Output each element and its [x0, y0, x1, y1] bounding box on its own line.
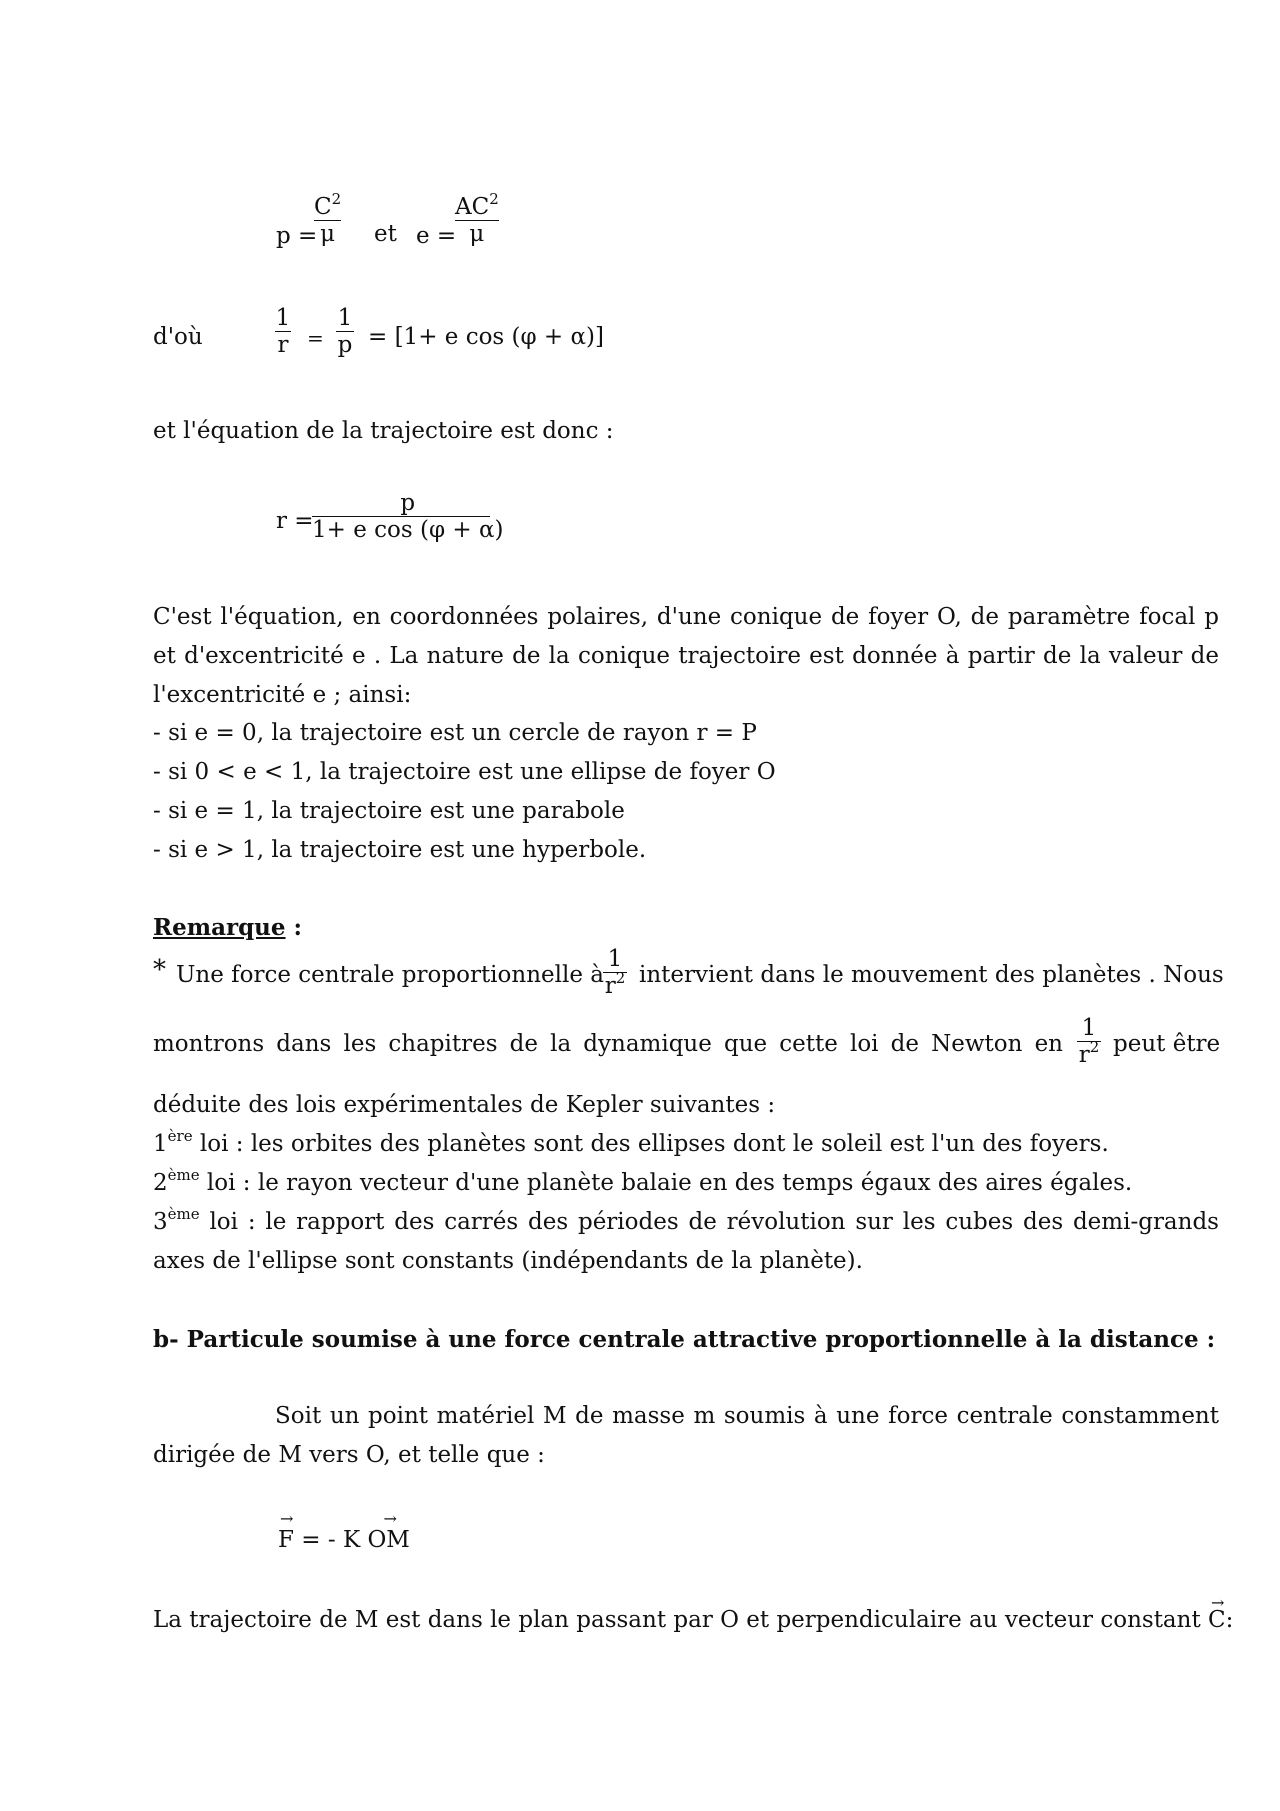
- section-b-paragraph: Soit un point matériel M de masse m soumis à une force centrale constamment dirigée de M vers O, et telle que :: [153, 1403, 1219, 1468]
- list-item: - si e = 0, la trajectoire est un cercle de rayon r = P: [153, 720, 757, 746]
- p-fraction: $C^2$ μ: [314, 190, 342, 247]
- section-b-title: b- Particule soumise à une force centrale attractive proportionnelle à la distance :: [153, 1326, 1216, 1353]
- e-fraction: $AC^2$ μ: [455, 190, 499, 247]
- intro-trajectory: et l'équation de la trajectoire est donc :: [153, 418, 614, 444]
- kepler-law: 1ère loi : les orbites des planètes sont des ellipses dont le soleil est l'un des foyers.: [153, 1127, 1109, 1157]
- one-over-p: 1 p: [337, 305, 353, 358]
- remarque-line1-b: intervient dans le mouvement des planètes . Nous: [639, 962, 1224, 988]
- remarque-line2-b: peut être: [1113, 1031, 1221, 1057]
- one-over-r2: 1 $r^2$: [604, 946, 626, 999]
- list-item: - si e > 1, la trajectoire est une hyperbole.: [153, 837, 647, 863]
- one-over-r: 1 r: [275, 305, 291, 358]
- r-fraction: p 1+ e cos (φ + α): [312, 490, 504, 543]
- et-word: et: [374, 221, 397, 247]
- kepler-law: 2ème loi : le rayon vecteur d'une planète balaie en des temps égaux des aires égales.: [153, 1166, 1133, 1196]
- remarque-line2-a: montrons dans les chapitres de la dynamique que cette loi de Newton en: [153, 1031, 1063, 1057]
- p-lhs: p =: [276, 223, 318, 249]
- remarque-line3: déduite des lois expérimentales de Kepler suivantes :: [153, 1092, 776, 1118]
- list-item: - si e = 1, la trajectoire est une parabole: [153, 798, 625, 824]
- remarque-heading: Remarque :: [153, 914, 303, 941]
- dou-word: d'où: [153, 324, 203, 350]
- formula-F: → F = - K → OM: [278, 1509, 410, 1553]
- r-lhs: r =: [276, 508, 314, 534]
- equals-sign: =: [307, 326, 324, 350]
- section-b-last-line: La trajectoire de M est dans le plan passant par O et perpendiculaire au vecteur constant → C:: [153, 1593, 1234, 1633]
- star-bullet: *: [153, 955, 166, 985]
- one-over-r2: 1 $r^2$: [1078, 1015, 1100, 1068]
- remarque-line1-a: Une force centrale proportionnelle à: [176, 962, 604, 988]
- inverse-rhs: = [1+ e cos (φ + α)]: [368, 324, 604, 350]
- list-item: - si 0 < e < 1, la trajectoire est une ellipse de foyer O: [153, 759, 776, 785]
- kepler-law: 3ème loi : le rapport des carrés des périodes de révolution sur les cubes des demi-grands axes de l'ellipse sont constants (indépendants de la planète).: [153, 1205, 1219, 1274]
- paragraph-conique: C'est l'équation, en coordonnées polaires, d'une conique de foyer O, de paramètre focal p et d'excentricité e . La nature de la conique trajectoire est donnée à partir de la valeur de l'excentricité e ; ainsi:: [153, 604, 1219, 708]
- e-lhs: e =: [416, 223, 457, 249]
